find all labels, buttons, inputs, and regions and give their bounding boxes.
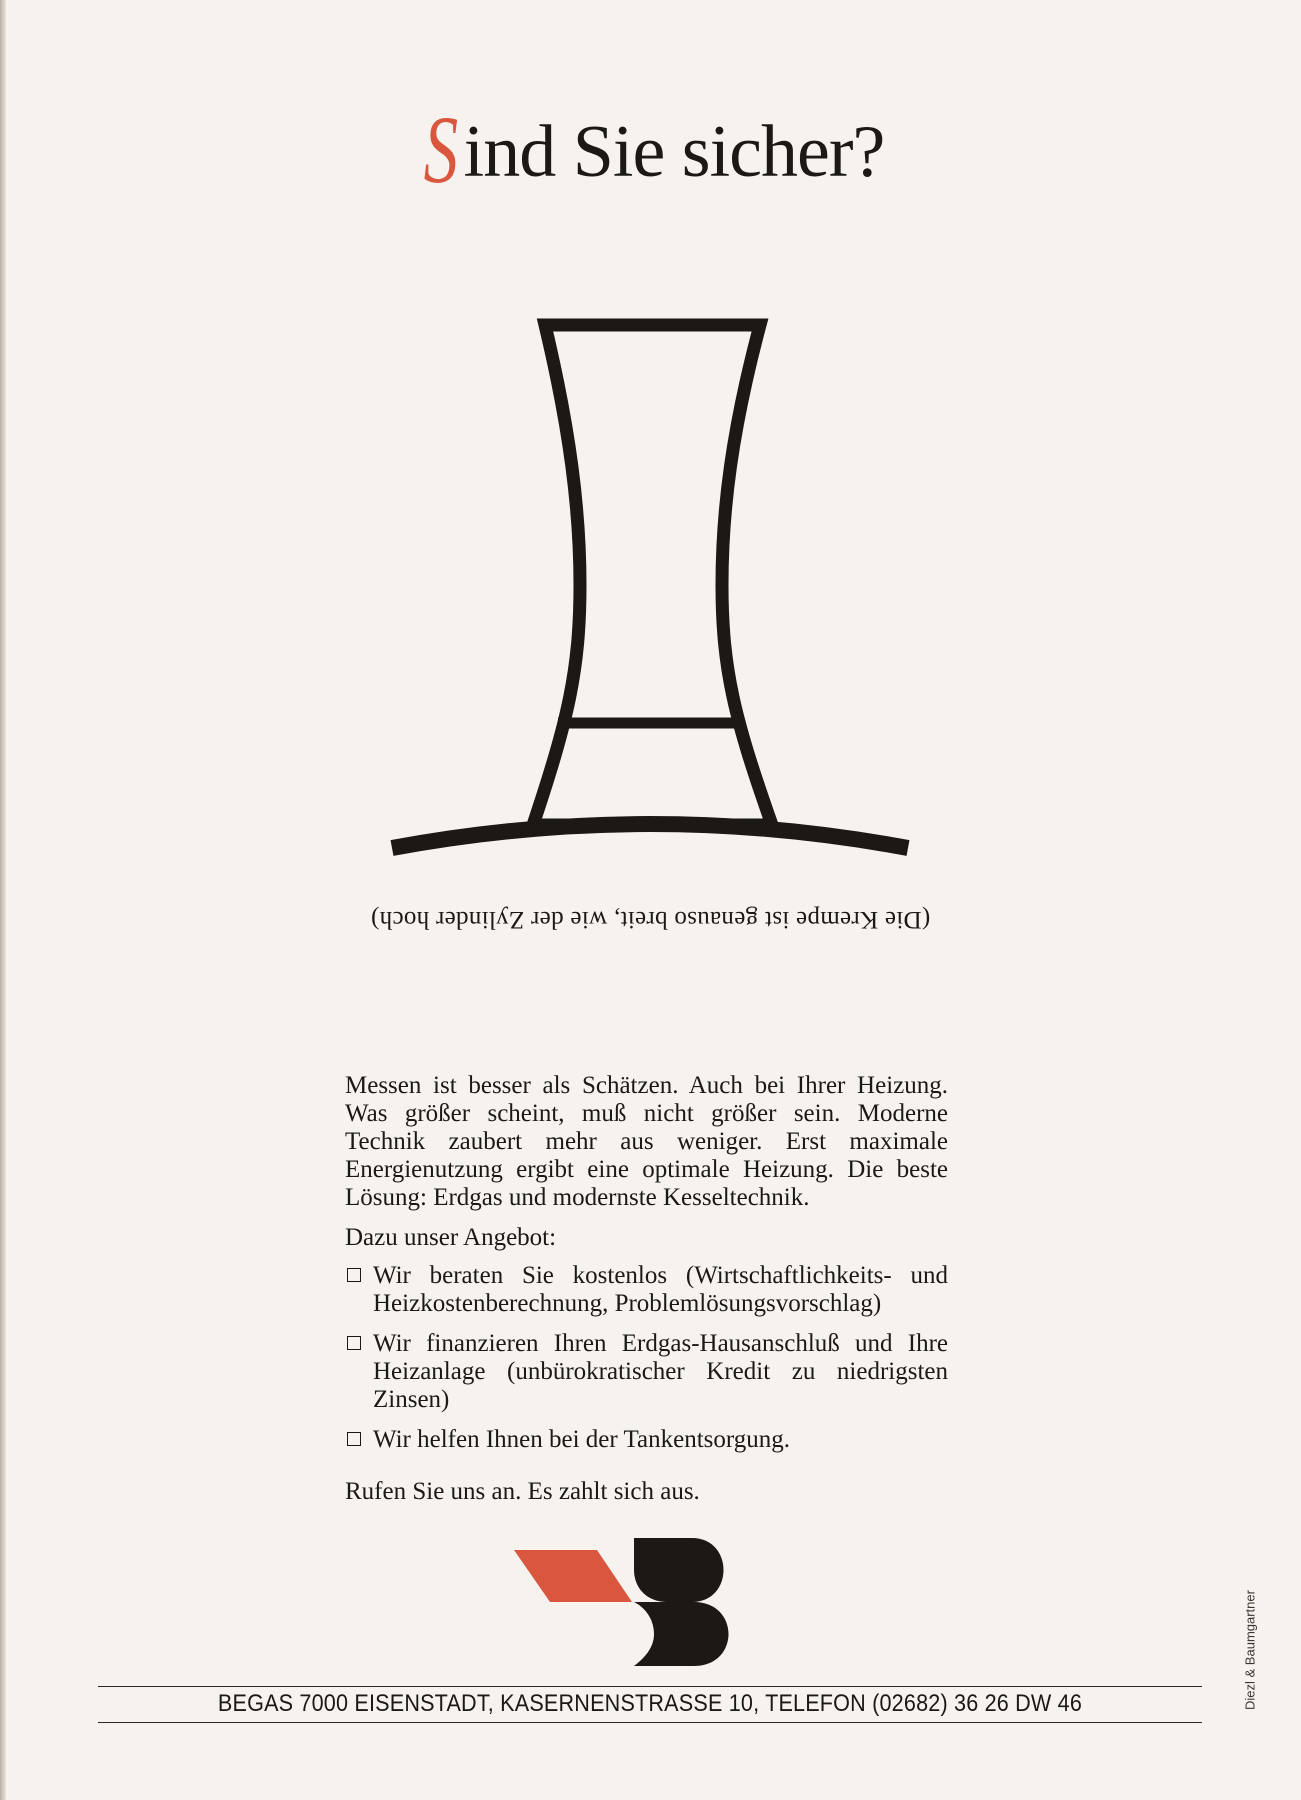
checkbox-icon [347, 1432, 361, 1446]
offer-list [345, 1262, 948, 1454]
checkbox-icon [347, 1336, 361, 1350]
checkbox-icon [347, 1268, 361, 1282]
page-spine-shadow [0, 0, 6, 1800]
agency-credit: Diezl & Baumgartner [1242, 1590, 1258, 1710]
upside-down-caption: (Die Krempe ist genauso breit, wie der Zylinder hoch) [370, 906, 931, 933]
headline [0, 88, 1301, 203]
offer-title: Dazu unser Angebot: [345, 1224, 557, 1251]
intro-paragraph: Messen ist besser als Schätzen. Auch bei Ihrer Heizung. Was größer scheint, muß nicht größer sein. Moderne Technik zaubert mehr aus weniger. Erst maximale Energienutzung ergibt eine optimale Heizung. Die beste Lösung: Erdgas und modernste Kesseltechnik. [345, 1072, 948, 1211]
headline-text: ind Sie sicher? [463, 111, 885, 193]
offer-item: Wir finanzieren Ihren Erdgas-Hausanschluß und Ihre Heizanlage (unbürokratischer Kredit zu niedrigsten Zinsen) [345, 1330, 948, 1414]
closing-line: Rufen Sie uns an. Es zahlt sich aus. [345, 1478, 700, 1505]
headline-initial: S [423, 96, 458, 203]
footer-address: BEGAS 7000 EISENSTADT, KASERNENSTRASSE 10, TELEFON (02682) 36 26 DW 46 [217, 1690, 1083, 1717]
top-hat-illusion-icon [380, 310, 920, 870]
footer-rule-top [98, 1686, 1202, 1687]
offer-item: Wir beraten Sie kostenlos (Wirtschaftlichkeits- und Heizkostenberechnung, Problemlösungsvorschlag) [345, 1262, 948, 1318]
footer-rule-bottom [98, 1722, 1202, 1723]
begas-b-logo-icon [512, 1536, 732, 1666]
body-copy [345, 1072, 948, 1506]
offer-item: Wir helfen Ihnen bei der Tankentsorgung. [345, 1426, 948, 1454]
